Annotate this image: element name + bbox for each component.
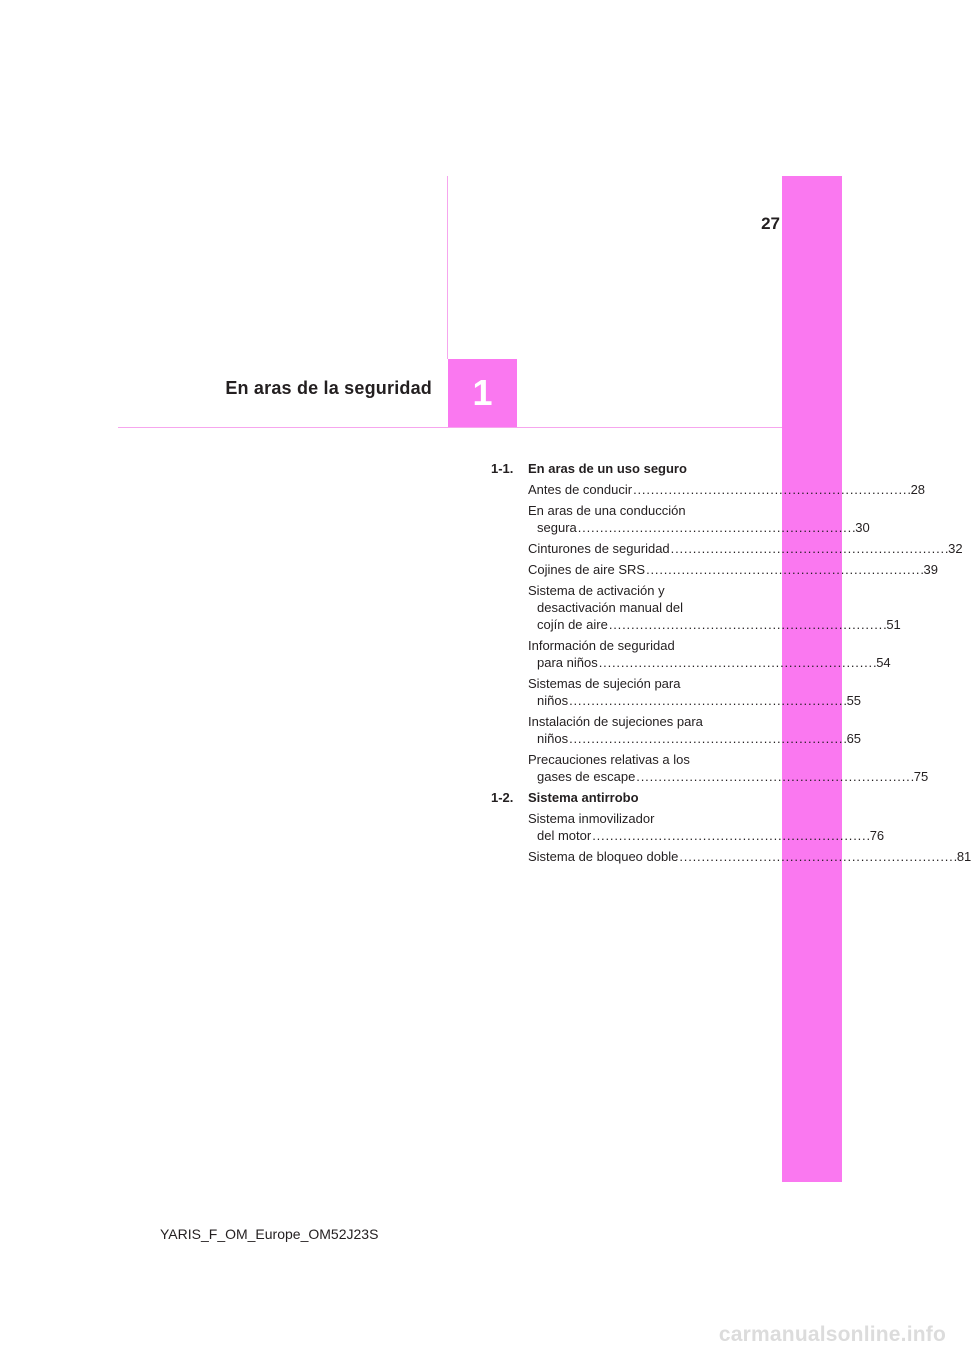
toc-entry[interactable] xyxy=(528,713,862,747)
toc-entry-page: 32 xyxy=(948,541,963,556)
watermark: carmanualsonline.info xyxy=(718,1323,946,1346)
toc-section-number: 1-2. xyxy=(491,790,514,805)
toc-entry[interactable] xyxy=(528,675,862,709)
toc-entry[interactable] xyxy=(528,540,963,557)
toc-entry-text: Instalación de sujeciones para xyxy=(528,714,703,729)
toc-entry-line xyxy=(528,481,926,498)
toc-entry[interactable] xyxy=(528,848,971,865)
dot-leader xyxy=(679,849,955,864)
toc-entry-line xyxy=(528,768,929,785)
toc-entry-text: Sistema inmovilizador xyxy=(528,811,655,826)
vertical-divider xyxy=(447,176,448,359)
toc-entry-text: gases de escape xyxy=(537,769,636,784)
toc-entry-page: 51 xyxy=(886,617,901,632)
dot-leader xyxy=(578,520,854,535)
toc-entry-text: En aras de una conducción xyxy=(528,503,686,518)
toc-entry-line xyxy=(528,751,741,768)
toc-entry-page: 75 xyxy=(913,769,929,784)
toc-entry-text: Información de seguridad xyxy=(528,638,675,653)
toc-entry-line xyxy=(528,502,741,519)
toc-entry[interactable] xyxy=(528,637,891,671)
dot-leader xyxy=(671,541,947,556)
toc-section-heading[interactable] xyxy=(491,460,741,477)
toc-entry-line xyxy=(528,827,885,844)
document-id: YARIS_F_OM_Europe_OM52J23S xyxy=(160,1226,379,1242)
toc-entry-line xyxy=(528,599,741,616)
toc-entry-text: niños xyxy=(537,693,569,708)
page-number: 27 xyxy=(761,214,780,233)
toc-entry-text: Cinturones de seguridad xyxy=(528,541,670,556)
dot-leader xyxy=(569,693,845,708)
chapter-number: 1 xyxy=(472,372,493,413)
toc-entry-page: 76 xyxy=(869,828,885,843)
toc-section-title: En aras de un uso seguro xyxy=(528,461,687,476)
dot-leader xyxy=(592,828,868,843)
chapter-title: En aras de la seguridad xyxy=(225,378,432,398)
toc-entry[interactable] xyxy=(528,810,885,844)
toc-entry[interactable] xyxy=(528,582,901,633)
toc-entry-page: 54 xyxy=(876,655,891,670)
dot-leader xyxy=(633,482,909,497)
toc-entry-text: del motor xyxy=(537,828,592,843)
toc-entry-page: 55 xyxy=(846,693,862,708)
toc-entry-page: 30 xyxy=(855,520,870,535)
toc-entry-line xyxy=(528,692,862,709)
toc-entry[interactable] xyxy=(528,481,926,498)
toc-entry-line xyxy=(528,730,862,747)
toc-entry-text: Cojines de aire SRS xyxy=(528,562,646,577)
dot-leader xyxy=(569,731,845,746)
toc-entry-text: Precauciones relativas a los xyxy=(528,752,690,767)
toc-entry-text: niños xyxy=(537,731,569,746)
toc-entry[interactable] xyxy=(528,561,939,578)
toc-entry-page: 28 xyxy=(910,482,926,497)
dot-leader xyxy=(636,769,912,784)
toc-section-title: Sistema antirrobo xyxy=(528,790,639,805)
toc-entry-line xyxy=(528,561,939,578)
toc-entry-line xyxy=(528,582,741,599)
toc-entry[interactable] xyxy=(528,751,929,785)
toc-entry-line xyxy=(528,713,741,730)
toc-entry-text: Sistema de activación y xyxy=(528,583,665,598)
horizontal-divider xyxy=(118,427,782,428)
toc-entry-line xyxy=(528,637,741,654)
toc-entry-page: 39 xyxy=(923,562,939,577)
toc-entry-line xyxy=(528,810,741,827)
toc-entry-line xyxy=(528,540,963,557)
toc-entry-text: para niños xyxy=(537,655,598,670)
toc-section xyxy=(491,460,963,785)
toc-entry-text: segura xyxy=(537,520,577,535)
toc-section xyxy=(491,789,971,865)
dot-leader xyxy=(599,655,875,670)
toc-section-heading[interactable] xyxy=(491,789,741,806)
toc-entry-line xyxy=(528,519,870,536)
table-of-contents xyxy=(491,460,971,869)
toc-entry-text: cojín de aire xyxy=(537,617,608,632)
chapter-tab-bar xyxy=(782,176,842,1182)
toc-entry-line xyxy=(528,654,891,671)
toc-entry-text: Sistemas de sujeción para xyxy=(528,676,681,691)
toc-entry-line xyxy=(528,675,741,692)
dot-leader xyxy=(609,617,885,632)
toc-entry-page: 81 xyxy=(956,849,971,864)
toc-entry-page: 65 xyxy=(846,731,862,746)
toc-entry-text: desactivación manual del xyxy=(537,600,683,615)
toc-entry-text: Sistema de bloqueo doble xyxy=(528,849,679,864)
toc-entry-line xyxy=(528,848,971,865)
dot-leader xyxy=(646,562,922,577)
toc-entry-line xyxy=(528,616,901,633)
toc-section-number: 1-1. xyxy=(491,461,514,476)
chapter-number-box xyxy=(448,359,517,427)
toc-entry-text: Antes de conducir xyxy=(528,482,633,497)
toc-entry[interactable] xyxy=(528,502,870,536)
